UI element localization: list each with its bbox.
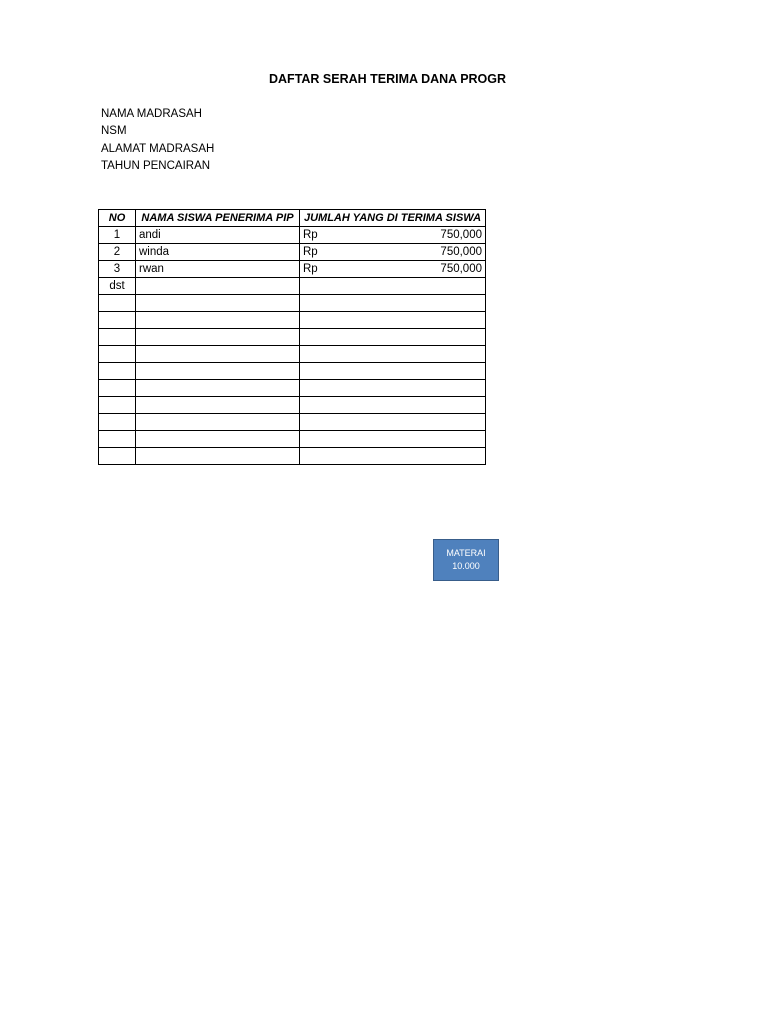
cell-no: 3 (99, 261, 136, 278)
table-row (99, 397, 486, 414)
cell-no (99, 414, 136, 431)
cell-amount (300, 295, 486, 312)
cell-no: 2 (99, 244, 136, 261)
cell-amount (300, 380, 486, 397)
recipient-table (98, 209, 486, 465)
cell-no (99, 363, 136, 380)
cell-amount (300, 329, 486, 346)
table-row (99, 261, 486, 278)
materai-label: MATERAI (446, 548, 486, 558)
amount-value: 750,000 (440, 263, 482, 275)
amount-value: 750,000 (440, 229, 482, 241)
cell-student-name (136, 380, 300, 397)
table-row (99, 346, 486, 363)
cell-student-name: andi (136, 227, 300, 244)
table-body (99, 227, 486, 465)
cell-student-name (136, 278, 300, 295)
cell-student-name (136, 329, 300, 346)
cell-amount (300, 448, 486, 465)
cell-student-name (136, 346, 300, 363)
cell-amount (300, 278, 486, 295)
label-nama-madrasah: NAMA MADRASAH (101, 108, 202, 120)
amount-currency: Rp (303, 246, 318, 258)
table-row (99, 227, 486, 244)
cell-student-name (136, 431, 300, 448)
cell-no (99, 431, 136, 448)
table-row (99, 329, 486, 346)
table-row (99, 312, 486, 329)
label-alamat-madrasah: ALAMAT MADRASAH (101, 142, 215, 155)
cell-amount (300, 363, 486, 380)
cell-amount (300, 312, 486, 329)
table-row (99, 363, 486, 380)
document-title: DAFTAR SERAH TERIMA DANA PROGR (269, 72, 507, 86)
cell-student-name (136, 312, 300, 329)
amount-currency: Rp (303, 263, 318, 275)
table-row (99, 295, 486, 312)
table-row (99, 380, 486, 397)
table-row (99, 431, 486, 448)
table-row (99, 244, 486, 261)
cell-no: dst (99, 278, 136, 295)
cell-student-name (136, 397, 300, 414)
cell-amount (300, 346, 486, 363)
cell-amount (300, 414, 486, 431)
cell-amount (300, 261, 486, 278)
cell-amount (300, 227, 486, 244)
label-nsm: NSM (101, 125, 127, 138)
cell-student-name: rwan (136, 261, 300, 278)
cell-no (99, 397, 136, 414)
header-amount: JUMLAH YANG DI TERIMA SISWA (300, 210, 486, 227)
cell-no (99, 295, 136, 312)
materai-stamp-box (433, 539, 499, 581)
cell-amount (300, 431, 486, 448)
cell-student-name: winda (136, 244, 300, 261)
label-tahun-pencairan: TAHUN PENCAIRAN (101, 159, 211, 172)
cell-no (99, 380, 136, 397)
cell-student-name (136, 363, 300, 380)
cell-no (99, 448, 136, 465)
cell-no (99, 329, 136, 346)
header-no: NO (99, 210, 136, 227)
header-name: NAMA SISWA PENERIMA PIP (136, 210, 300, 227)
table-row (99, 414, 486, 431)
table-row (99, 448, 486, 465)
cell-student-name (136, 448, 300, 465)
table-row (99, 278, 486, 295)
cell-no (99, 312, 136, 329)
amount-value: 750,000 (440, 246, 482, 258)
cell-student-name (136, 295, 300, 312)
cell-no (99, 346, 136, 363)
cell-amount (300, 244, 486, 261)
cell-student-name (136, 414, 300, 431)
table-header-row (99, 210, 486, 227)
cell-amount (300, 397, 486, 414)
cell-no: 1 (99, 227, 136, 244)
amount-currency: Rp (303, 229, 318, 241)
materai-value: 10.000 (452, 561, 480, 571)
info-labels (101, 106, 214, 175)
